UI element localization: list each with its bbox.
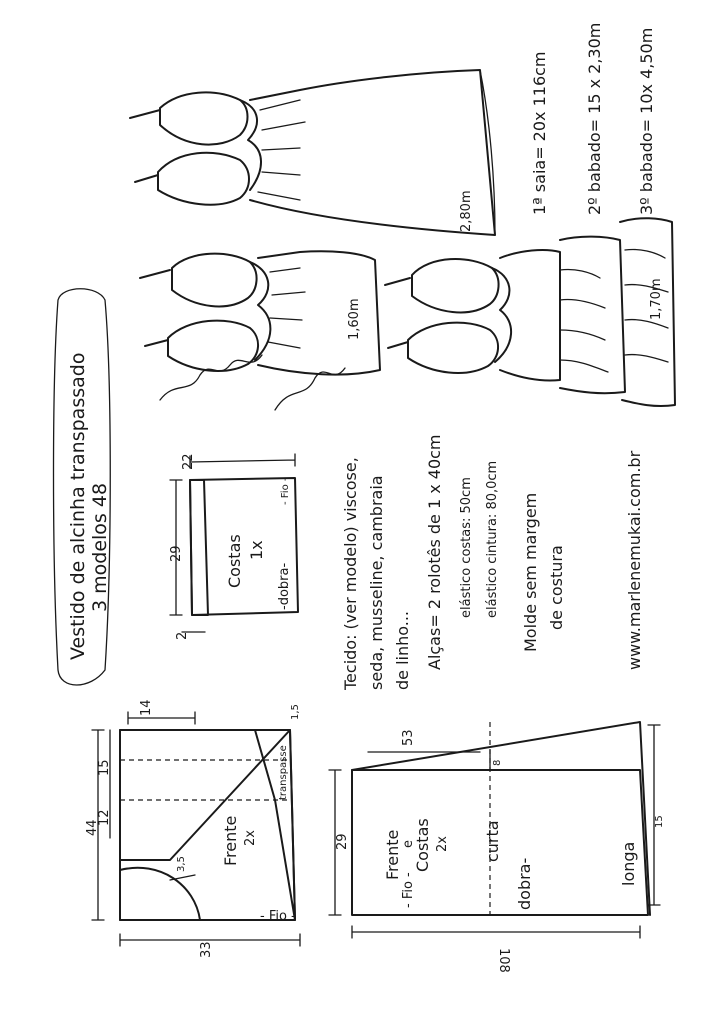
website: www.marlenemukai.com.br bbox=[625, 450, 644, 670]
skirt-step: 8 bbox=[492, 759, 503, 766]
title-line2: 3 modelos 48 bbox=[89, 482, 111, 612]
costas-grain: - Fio - bbox=[280, 477, 291, 505]
tier-3-spec: 3º babado= 10x 4,50m bbox=[637, 27, 656, 215]
skirt-grain: - Fio - bbox=[401, 872, 416, 908]
seam-note-1: Molde sem margem bbox=[521, 492, 540, 652]
frente-overlap: transpasse bbox=[278, 745, 289, 800]
skirt-width: 108 bbox=[496, 948, 511, 973]
long-dress-sketch bbox=[130, 70, 495, 235]
medium-dress-sketch bbox=[140, 251, 380, 374]
costas-count: 1x bbox=[247, 540, 266, 560]
frente-name: Frente bbox=[221, 815, 240, 866]
signature-mark bbox=[160, 355, 345, 410]
frente-corner: 1,5 bbox=[290, 704, 301, 720]
straps-note: Alças= 2 rolotês de 1 x 40cm bbox=[425, 434, 444, 670]
skirt-name-1: Frente bbox=[383, 829, 402, 880]
skirt-extra: 15 bbox=[654, 815, 665, 828]
costas-offset: 2 bbox=[175, 631, 190, 640]
title-line1: Vestido de alcinha transpassado bbox=[67, 352, 89, 660]
skirt-height: 29 bbox=[335, 833, 350, 850]
skirt-fold: dobra- bbox=[515, 857, 534, 910]
frente-upper: 15 bbox=[97, 759, 112, 776]
tiered-dress-length: 1,70m bbox=[649, 278, 664, 320]
elastic-waist-note: elástico cintura: 80,0cm bbox=[485, 460, 500, 618]
fabric-line-2: seda, musseline, cambraia bbox=[367, 475, 386, 690]
fabric-line-1: Tecido: (ver modelo) viscose, bbox=[341, 457, 360, 690]
seam-note-2: de costura bbox=[547, 545, 566, 630]
elastic-back-note: elástico costas: 50cm bbox=[459, 477, 474, 618]
frente-grain: - Fio - bbox=[260, 909, 296, 924]
frente-top-width: 14 bbox=[139, 699, 154, 716]
fabric-line-3: de linho... bbox=[393, 610, 412, 690]
skirt-long-label: longa bbox=[619, 841, 638, 886]
tier-2-spec: 2º babado= 15 x 2,30m bbox=[585, 22, 604, 215]
skirt-short-label: curta bbox=[483, 820, 502, 862]
skirt-name-3: Costas bbox=[413, 818, 432, 872]
frente-total-height: 44 bbox=[85, 819, 100, 836]
skirt-top-length: 53 bbox=[401, 729, 416, 746]
skirt-name-4: 2x bbox=[435, 836, 450, 852]
long-dress-length: 2,80m bbox=[459, 190, 474, 232]
costas-name: Costas bbox=[225, 534, 244, 588]
skirt-labels bbox=[335, 729, 665, 972]
title-block bbox=[54, 289, 112, 685]
tiered-dress-sketch bbox=[385, 218, 675, 406]
frente-width: 33 bbox=[199, 941, 214, 958]
costas-height: 29 bbox=[169, 545, 184, 562]
frente-count: 2x bbox=[243, 830, 258, 846]
notes-block bbox=[341, 434, 644, 691]
frente-middle: 12 bbox=[97, 809, 112, 826]
skirt-name-2: e bbox=[401, 840, 416, 848]
costas-fold: -dobra- bbox=[277, 562, 292, 610]
tier-1-spec: 1ª saia= 20x 116cm bbox=[530, 51, 549, 215]
tier-specs bbox=[530, 23, 656, 215]
costas-width: 22 bbox=[181, 453, 196, 470]
medium-dress-length: 1,60m bbox=[347, 298, 362, 340]
frente-curve: 3,5 bbox=[176, 856, 187, 872]
